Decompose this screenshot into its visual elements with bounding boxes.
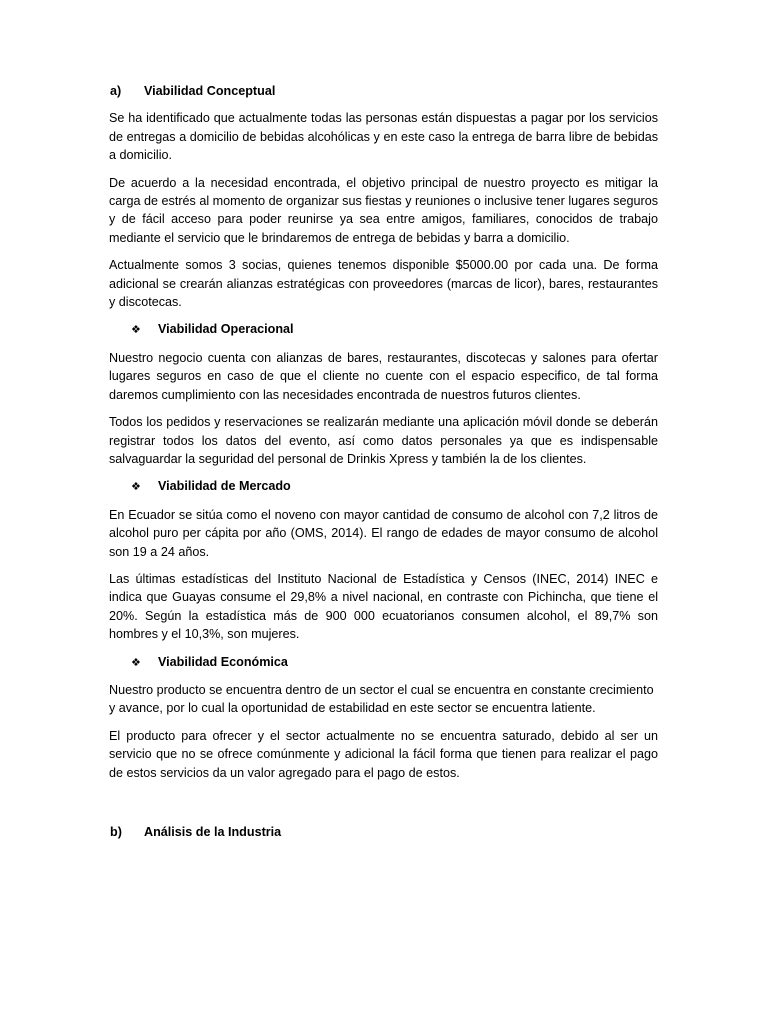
diamond-bullet-icon: ❖ [131, 480, 141, 494]
section-a-title: Viabilidad Conceptual [144, 84, 276, 98]
section-b-marker: b) [110, 825, 122, 839]
paragraph: Nuestro negocio cuenta con alianzas de bares, restaurantes, discotecas y salones para ofertar lugares seguros en caso de que el cliente no cuente con el espacio especifico, de tal forma daremos cumplimiento con las necesidades encontrada de nuestros futuros clientes. [109, 350, 658, 402]
paragraph: Todos los pedidos y reservaciones se realizarán mediante una aplicación móvil donde se deberán registrar todos los datos del evento, así como datos personales ya que es indispensable salvaguardar la seguridad del personal de Drinkis Xpress y también la de los clientes. [109, 415, 658, 466]
paragraph: De acuerdo a la necesidad encontrada, el objetivo principal de nuestro proyecto es mitigar la carga de estrés al momento de organizar sus fiestas y reuniones o inclusive tener lugares seguros y de fácil acceso para poder reunirse ya sea entre amigos, familiares, conocidos de trabajo mediante el servicio que le brindaremos de entrega de bebidas y barra a domicilio. [109, 175, 658, 245]
paragraph: Se ha identificado que actualmente todas las personas están dispuestas a pagar por los servicios de entregas a domicilio de bebidas alcohólicas y en este caso la entrega de barra libre de bebidas a domicilio. [109, 111, 658, 163]
subheading-title: Viabilidad Económica [158, 654, 288, 669]
subheading-economica [109, 653, 658, 672]
paragraph: En Ecuador se sitúa como el noveno con mayor cantidad de consumo de alcohol con 7,2 litros de alcohol puro per cápita por año (OMS, 2014). El rango de edades de mayor consumo de alcohol son 19 a 24 años. [109, 507, 658, 559]
diamond-bullet-icon: ❖ [131, 655, 141, 669]
document-body [109, 82, 658, 841]
subheading-title: Viabilidad de Mercado [158, 479, 291, 494]
paragraph: Las últimas estadísticas del Instituto Nacional de Estadística y Censos (INEC, 2014) INEC e indica que Guayas consume el 29,8% a nivel nacional, en contraste con Pichincha, que tiene el 20%. Según la estadística más de 900 000 ecuatorianos consumen alcohol, el 89,7% son hombres y el 10,3%, son mujeres. [109, 571, 658, 642]
section-b-title: Análisis de la Industria [144, 825, 282, 839]
paragraph: El producto para ofrecer y el sector actualmente no se encuentra saturado, debido al ser un servicio que no se ofrece comúnmente y adicional la fácil forma que tienen para realizar el pago de estos servicios da un valor agregado para el pago de estos. [109, 728, 658, 780]
paragraph: Nuestro producto se encuentra dentro de un sector el cual se encuentra en constante crecimiento y avance, por lo cual la oportunidad de estabilidad en este sector se encuentra latiente. [109, 682, 654, 716]
diamond-bullet-icon: ❖ [131, 323, 141, 337]
section-a-marker: a) [110, 84, 122, 98]
section-b-heading [109, 823, 658, 841]
subheading-title: Viabilidad Operacional [158, 322, 294, 337]
section-a-heading [109, 82, 658, 100]
subheading-mercado [109, 477, 658, 496]
paragraph: Actualmente somos 3 socias, quienes tenemos disponible $5000.00 por cada una. De forma adicional se crearán alianzas estratégicas con proveedores (marcas de licor), bares, restaurantes y discotecas. [109, 258, 658, 310]
subheading-operacional [109, 320, 658, 339]
